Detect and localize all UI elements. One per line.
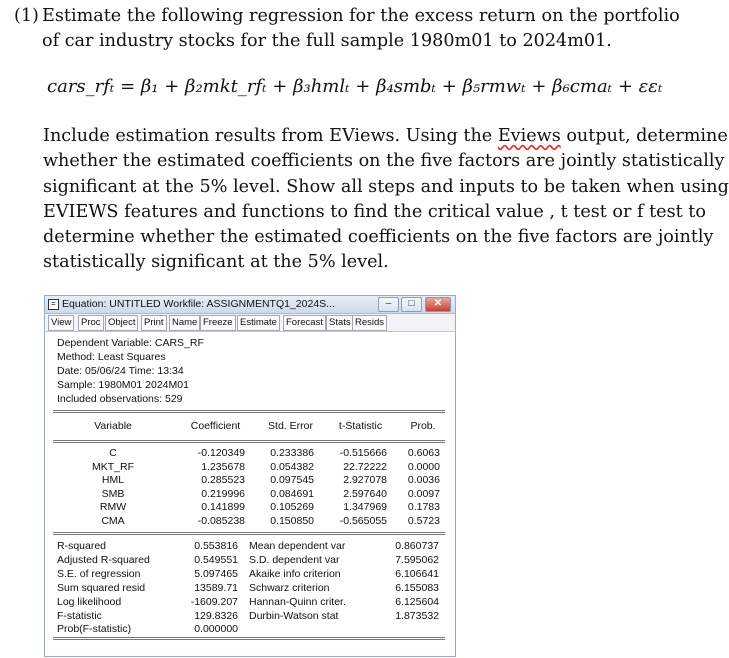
stat-label: S.E. of regression: [57, 567, 141, 580]
instructions-paragraph: [43, 124, 729, 276]
coef-coefficient: 1.235678: [201, 460, 245, 473]
coef-coefficient: 0.141899: [201, 501, 245, 514]
coef-prob: 0.1783: [407, 501, 440, 514]
stat-value: -1609.207: [190, 595, 238, 608]
minimize-button[interactable]: –: [378, 297, 399, 312]
coef-prob: 0.6063: [407, 447, 440, 459]
method: Method: Least Squares: [57, 351, 166, 363]
stat-value: 129.8326: [194, 609, 238, 622]
estimation-output: [53, 334, 451, 650]
paragraph-line: determine whether the estimated coefficients on the five factors are jointly: [43, 227, 714, 248]
coef-t-statistic: 1.347969: [343, 501, 387, 514]
stat-value: 0.000000: [194, 623, 238, 636]
coef-var-name: RMW: [99, 501, 127, 514]
col-header-std-error: Std. Error: [268, 420, 313, 432]
coef-std-error: 0.105269: [270, 501, 314, 514]
stat-value: 6.155083: [395, 581, 439, 594]
col-header-coefficient: Coefficient: [190, 420, 241, 432]
eviews-toolbar: [45, 314, 455, 332]
question-line-1: Estimate the following regression for the excess return on the portfolio: [42, 6, 680, 26]
coef-prob: 0.0000: [407, 460, 440, 473]
toolbar-name-button[interactable]: Name: [169, 315, 200, 331]
coef-coefficient: 0.285523: [201, 474, 245, 487]
toolbar-resids-button[interactable]: Resids: [352, 315, 387, 331]
table-rule: [53, 410, 445, 411]
stat-value: 13589.71: [194, 581, 238, 594]
table-rule: [53, 639, 445, 640]
stat-value: 0.549551: [194, 553, 238, 566]
close-button[interactable]: ✕: [425, 297, 451, 312]
stat-label: Akaike info criterion: [249, 567, 341, 580]
table-rule: [53, 442, 445, 443]
stat-label: Prob(F-statistic): [57, 623, 132, 636]
coef-var-name: SMB: [101, 487, 125, 500]
stat-value: 0.860737: [395, 540, 439, 552]
eviews-equation-window: [44, 295, 456, 657]
stat-value: 1.873532: [395, 609, 439, 622]
toolbar-proc-button[interactable]: Proc: [78, 315, 104, 331]
col-header-variable: Variable: [94, 420, 132, 432]
stat-label: Durbin-Watson stat: [249, 609, 339, 622]
coef-var-name: HML: [101, 474, 125, 487]
stat-label: Schwarz criterion: [249, 581, 330, 594]
coef-std-error: 0.150850: [270, 515, 314, 527]
question-line-2: of car industry stocks for the full sample 1980m01 to 2024m01.: [42, 31, 612, 51]
stat-value: 6.106641: [395, 567, 439, 580]
stat-label: Sum squared resid: [57, 581, 146, 594]
toolbar-freeze-button[interactable]: Freeze: [200, 315, 236, 331]
col-header-prob: Prob.: [410, 420, 436, 432]
toolbar-object-button[interactable]: Object: [105, 315, 138, 331]
toolbar-print-button[interactable]: Print: [141, 315, 167, 331]
coef-coefficient: 0.219996: [201, 487, 245, 500]
stat-value: 6.125604: [395, 595, 439, 608]
paragraph-line: EVIEWS features and functions to find the critical value , t test or f test to: [43, 201, 706, 222]
stat-label: Mean dependent var: [249, 540, 346, 552]
dependent-variable: Dependent Variable: CARS_RF: [57, 337, 204, 349]
coef-std-error: 0.097545: [270, 474, 314, 487]
toolbar-stats-button[interactable]: Stats: [326, 315, 354, 331]
table-rule: [53, 534, 445, 535]
coef-coefficient: -0.085238: [197, 515, 245, 527]
toolbar-view-button[interactable]: View: [48, 315, 74, 331]
coef-prob: 0.0097: [407, 487, 440, 500]
stat-label: Adjusted R-squared: [57, 553, 150, 566]
stat-label: S.D. dependent var: [249, 553, 340, 566]
date-time: Date: 05/06/24 Time: 13:34: [57, 365, 184, 377]
paragraph-line: Include estimation results from EViews. Using the Eviews output, determine: [43, 126, 728, 146]
coef-t-statistic: 22.72222: [343, 460, 387, 473]
stat-label: Hannan-Quinn criter.: [249, 595, 346, 608]
coef-var-name: MKT_RF: [92, 460, 134, 473]
stat-label: Log likelihood: [57, 595, 122, 608]
stat-value: 7.595062: [395, 553, 439, 566]
paragraph-line: significant at the 5% level. Show all steps and inputs to be taken when using: [43, 176, 729, 197]
coef-t-statistic: -0.515666: [339, 447, 387, 459]
paragraph-line: statistically significant at the 5% level.: [43, 252, 389, 273]
observations: Included observations: 529: [57, 393, 183, 405]
coef-var-name: CMA: [101, 515, 125, 527]
table-rule: [53, 440, 445, 441]
window-menu-icon[interactable]: =: [48, 299, 59, 310]
coef-std-error: 0.233386: [270, 447, 314, 459]
regression-equation: cars_rfₜ = β₁ + β₂mkt_rfₜ + β₃hmlₜ + β₄smbₜ + β₅rmwₜ + β₆cmaₜ + εεₜ: [47, 76, 663, 97]
window-titlebar[interactable]: [45, 296, 455, 314]
coef-std-error: 0.054382: [270, 460, 314, 473]
coef-t-statistic: 2.927078: [343, 474, 387, 487]
toolbar-estimate-button[interactable]: Estimate: [237, 315, 280, 331]
table-rule: [53, 637, 445, 638]
stat-label: R-squared: [57, 540, 107, 552]
coef-var-name: C: [109, 447, 117, 459]
coef-std-error: 0.084691: [270, 487, 314, 500]
maximize-button[interactable]: □: [401, 297, 422, 312]
toolbar-forecast-button[interactable]: Forecast: [283, 315, 326, 331]
coef-t-statistic: -0.565055: [339, 515, 387, 527]
stat-label: F-statistic: [57, 609, 102, 622]
coef-coefficient: -0.120349: [197, 447, 245, 459]
col-header-t-statistic: t-Statistic: [338, 420, 383, 432]
coef-prob: 0.0036: [407, 474, 440, 487]
table-rule: [53, 532, 445, 533]
stat-value: 5.097465: [194, 567, 238, 580]
question-number: (1): [14, 6, 39, 26]
stat-value: 0.553816: [194, 540, 238, 552]
sample: Sample: 1980M01 2024M01: [57, 379, 189, 391]
table-rule: [53, 412, 445, 413]
window-title: Equation: UNTITLED Workfile: ASSIGNMENTQ1_2024S...: [62, 298, 335, 310]
paragraph-line: whether the estimated coefficients on the five factors are jointly statistically: [43, 151, 725, 172]
spellcheck-word: Eviews: [497, 126, 561, 146]
coef-prob: 0.5723: [407, 515, 440, 527]
coef-t-statistic: 2.597640: [343, 487, 387, 500]
